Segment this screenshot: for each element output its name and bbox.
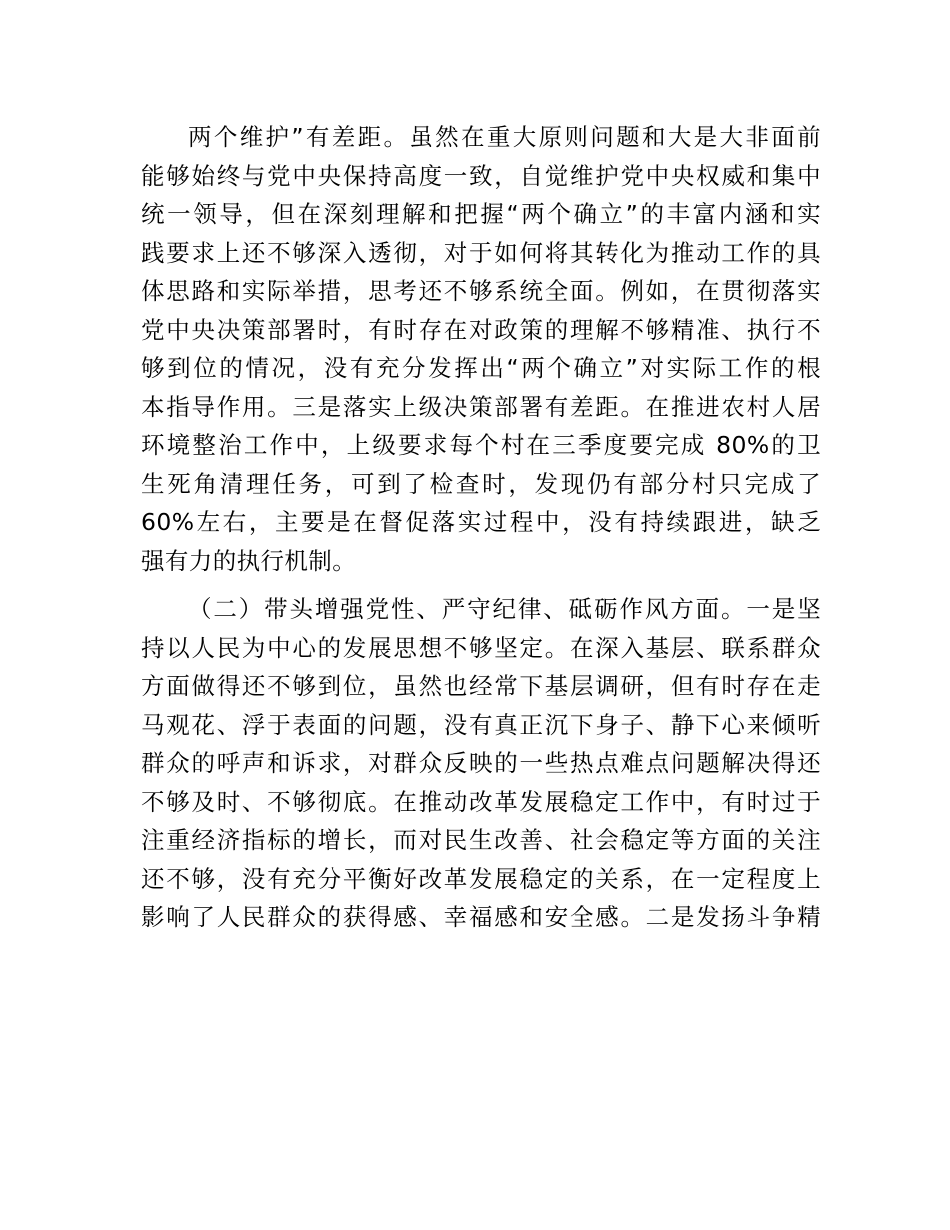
- text-line: 本指导作用。三是落实上级决策部署有差距。在推进农村人居: [141, 392, 821, 421]
- text-line: 体思路和实际举措，思考还不够系统全面。例如，在贯彻落实: [141, 277, 821, 305]
- paragraph-spacer: [141, 580, 821, 590]
- text-line: 统一领导，但在深刻理解和把握“两个确立”的丰富内涵和实: [141, 200, 821, 228]
- text-line: 还不够，没有充分平衡好改革发展稳定的关系，在一定程度上: [141, 864, 821, 893]
- text-line: 够到位的情况，没有充分发挥出“两个确立”对实际工作的根: [141, 354, 821, 382]
- text-line: 能够始终与党中央保持高度一致，自觉维护党中央权威和集中: [141, 161, 821, 190]
- text-line: 践要求上还不够深入透彻，对于如何将其转化为推动工作的具: [141, 238, 821, 267]
- text-line: 不够及时、不够彻底。在推动改革发展稳定工作中，有时过于: [141, 787, 821, 816]
- text-line: 党中央决策部署时，有时存在对政策的理解不够精准、执行不: [141, 315, 821, 344]
- text-line: 强有力的执行机制。: [141, 546, 357, 575]
- text-line: 方面做得还不够到位，虽然也经常下基层调研，但有时存在走: [141, 672, 821, 700]
- text-line: 注重经济指标的增长，而对民生改善、社会稳定等方面的关注: [141, 826, 821, 854]
- text-line: 60%左右，主要是在督促落实过程中，没有持续跟进，缺乏: [141, 508, 821, 536]
- text-line: 生死角清理任务，可到了检查时，发现仍有部分村只完成了: [141, 469, 821, 498]
- text-line: 两个维护”有差距。虽然在重大原则问题和大是大非面前: [188, 123, 821, 151]
- text-line: 影响了人民群众的获得感、幸福感和安全感。二是发扬斗争精: [141, 903, 821, 931]
- paragraph-2: [141, 590, 821, 937]
- text-line: （二）带头增强党性、严守纪律、砥砺作风方面。一是坚: [188, 595, 821, 623]
- document-body: [141, 118, 821, 937]
- text-line: 环境整治工作中，上级要求每个村在三季度要完成 80%的卫: [141, 431, 821, 459]
- text-line: 持以人民为中心的发展思想不够坚定。在深入基层、联系群众: [141, 633, 821, 662]
- text-line: 群众的呼声和诉求，对群众反映的一些热点难点问题解决得还: [141, 749, 821, 777]
- text-line: 马观花、浮于表面的问题，没有真正沉下身子、静下心来倾听: [141, 710, 821, 739]
- paragraph-1: [141, 118, 821, 580]
